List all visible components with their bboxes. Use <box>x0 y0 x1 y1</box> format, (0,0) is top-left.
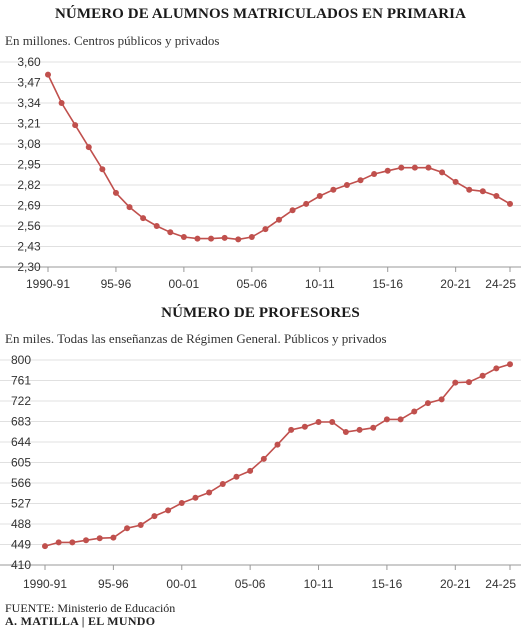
chart1-data-point <box>86 144 92 150</box>
chart2-data-point <box>343 429 349 435</box>
chart2-subtitle: En miles. Todas las enseñanzas de Régimen General. Públicos y privados <box>5 331 387 346</box>
chart1-data-point <box>317 193 323 199</box>
chart1-data-point <box>371 171 377 177</box>
chart1-title: NÚMERO DE ALUMNOS MATRICULADOS EN PRIMARIA <box>54 6 467 22</box>
chart1-data-point <box>140 215 146 221</box>
chart2-xtick-label: 00-01 <box>166 577 198 591</box>
chart2-series-line <box>45 364 510 546</box>
chart1-data-point <box>466 187 472 193</box>
footer-credit <box>5 615 155 628</box>
chart1-ytick-label: 2,56 <box>17 219 41 233</box>
chart2-data-point <box>466 379 472 385</box>
chart1-ytick-label: 3,47 <box>17 75 41 90</box>
footer-credit-text: A. MATILLA | EL MUNDO <box>5 614 156 628</box>
footer-source: FUENTE: Ministerio de Educación <box>5 601 176 615</box>
chart2-data-point <box>480 373 486 379</box>
chart1-xtick-label: 20-21 <box>440 277 471 291</box>
chart2-title: NÚMERO DE PROFESORES <box>161 305 360 321</box>
chart1-xtick-label: 24-25 <box>485 277 516 291</box>
chart1-xtick-label: 05-06 <box>236 277 268 291</box>
chart2-ytick-label: 449 <box>10 537 32 552</box>
chart1-series-line <box>48 75 510 240</box>
chart2-ytick-label: 488 <box>10 517 32 531</box>
chart2-ytick-label: 410 <box>10 558 32 572</box>
chart1-xtick-label: 1990-91 <box>25 277 71 291</box>
chart1-ytick-label: 3,34 <box>17 96 41 110</box>
chart2-ytick-label: 566 <box>10 476 32 490</box>
chart1-ytick-label: 2,43 <box>17 239 41 254</box>
chart1-data-point <box>507 201 513 207</box>
chart1-data-point <box>453 179 459 185</box>
chart2-data-point <box>138 522 144 528</box>
chart2-data-point <box>261 456 267 462</box>
chart1-ytick-label: 2,30 <box>17 260 41 274</box>
chart2-ytick-label: 527 <box>10 496 32 511</box>
chart2-xtick-label: 20-21 <box>439 577 471 591</box>
chart2-xtick-label: 24-25 <box>485 577 516 591</box>
chart2-data-point <box>165 507 171 513</box>
chart2-data-point <box>302 424 308 430</box>
chart2-ytick-label: 644 <box>10 435 32 449</box>
chart1-data-point <box>249 234 255 240</box>
chart1-data-point <box>194 236 200 242</box>
chart1-data-point <box>290 207 296 213</box>
chart2-data-point <box>233 474 239 480</box>
chart1-data-point <box>412 165 418 171</box>
chart2-ytick-label: 761 <box>10 373 32 388</box>
chart2-data-point <box>316 419 322 425</box>
chart2-data-point <box>83 537 89 543</box>
chart1-xtick-label: 95-96 <box>100 277 132 291</box>
chart2-xtick-label: 05-06 <box>234 577 266 591</box>
chart2-data-point <box>124 525 130 531</box>
chart1-ytick-label: 2,95 <box>17 157 41 172</box>
chart2-data-point <box>411 409 417 415</box>
chart1-data-point <box>208 236 214 242</box>
chart1-xtick-label: 00-01 <box>168 277 200 291</box>
chart2-data-point <box>493 365 499 371</box>
chart2-data-point <box>206 489 212 495</box>
chart2-data-point <box>507 361 513 367</box>
chart2-xtick-label: 15-16 <box>371 577 403 591</box>
chart2-data-point <box>425 400 431 406</box>
chart1-data-point <box>344 182 350 188</box>
chart1-data-point <box>262 226 268 232</box>
chart2-data-point <box>439 396 445 402</box>
chart2-ytick-label: 683 <box>10 414 32 429</box>
chart2-data-point <box>329 419 335 425</box>
chart1-data-point <box>330 187 336 193</box>
chart2-xtick-label: 95-96 <box>98 577 129 591</box>
chart1-data-point <box>59 100 65 106</box>
chart2-data-point <box>370 425 376 431</box>
chart1-xtick-label: 15-16 <box>372 277 404 291</box>
chart2-data-point <box>398 416 404 422</box>
chart1-ytick-label: 2,82 <box>17 178 41 192</box>
chart2-ytick-label: 800 <box>10 353 32 367</box>
chart2-data-point <box>179 500 185 506</box>
chart1-ytick-label: 2,69 <box>17 198 41 213</box>
chart1-data-point <box>385 168 391 174</box>
chart1-data-point <box>99 166 105 172</box>
chart2-data-point <box>42 543 48 549</box>
chart1-ytick-label: 3,08 <box>17 137 41 151</box>
chart2-xtick-label: 1990-91 <box>22 577 68 591</box>
chart2-data-point <box>288 427 294 433</box>
chart1-data-point <box>154 223 160 229</box>
chart1-data-point <box>45 72 51 78</box>
chart1-data-point <box>425 165 431 171</box>
chart1-data-point <box>439 169 445 175</box>
chart1-data-point <box>127 204 133 210</box>
chart2-data-point <box>220 481 226 487</box>
chart2-data-point <box>56 539 62 545</box>
chart2-data-point <box>275 442 281 448</box>
chart2-data-point <box>110 535 116 541</box>
chart1-subtitle: En millones. Centros públicos y privados <box>5 33 220 48</box>
chart1-data-point <box>276 217 282 223</box>
chart2-data-point <box>247 468 253 474</box>
chart1-data-point <box>303 201 309 207</box>
chart2-data-point <box>97 535 103 541</box>
chart1-ytick-label: 3,21 <box>17 116 41 131</box>
chart2-ytick-label: 605 <box>10 455 32 470</box>
chart2-data-point <box>192 495 198 501</box>
chart1-xtick-label: 10-11 <box>304 277 335 291</box>
chart1-data-point <box>167 229 173 235</box>
chart1-data-point <box>222 235 228 241</box>
chart2-ytick-label: 722 <box>10 394 32 408</box>
chart1-data-point <box>113 190 119 196</box>
chart2-xtick-label: 10-11 <box>303 577 334 591</box>
chart1-data-point <box>181 234 187 240</box>
chart2-data-point <box>69 539 75 545</box>
chart1-data-point <box>235 236 241 242</box>
chart1-ytick-label: 3,60 <box>17 55 41 69</box>
chart2-data-point <box>357 427 363 433</box>
chart1-data-point <box>398 165 404 171</box>
chart1-data-point <box>72 122 78 128</box>
chart2-data-point <box>151 513 157 519</box>
chart2-data-point <box>452 380 458 386</box>
chart2-data-point <box>384 416 390 422</box>
chart1-data-point <box>358 177 364 183</box>
chart1-data-point <box>493 193 499 199</box>
chart1-data-point <box>480 188 486 194</box>
